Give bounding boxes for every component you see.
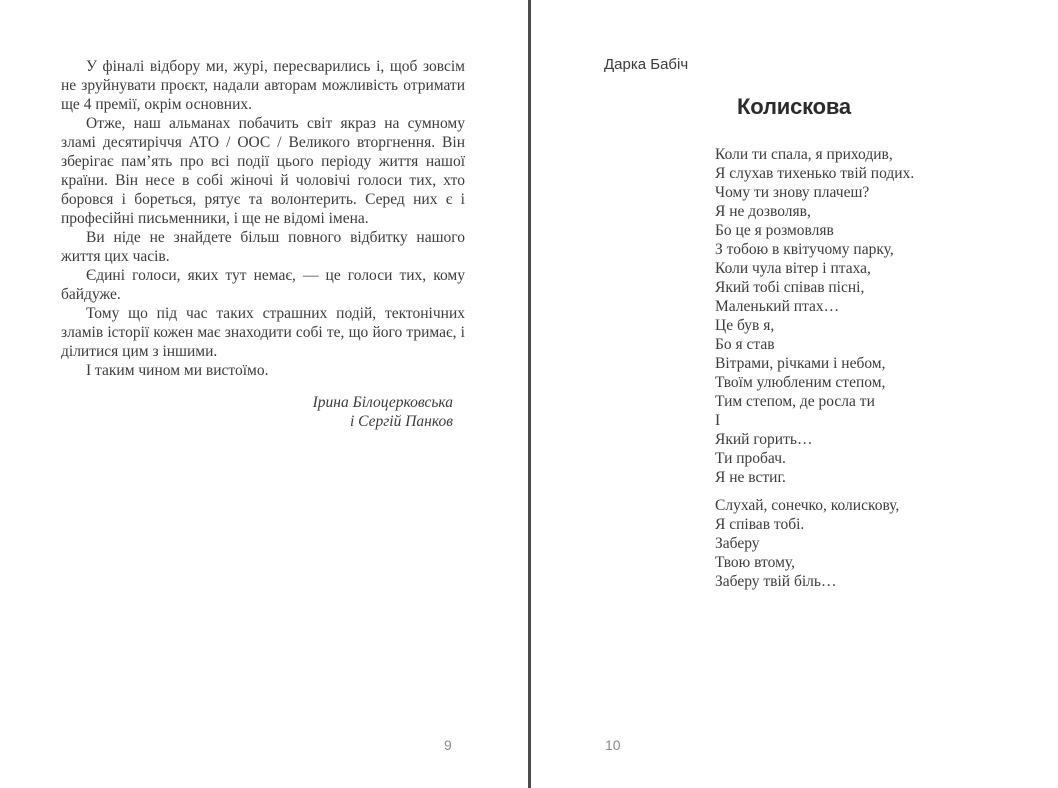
- poem-line: Заберу: [715, 535, 760, 552]
- preface-paragraph: І таким чином ми вистоїмо.: [86, 362, 269, 379]
- preface-text: [61, 57, 465, 431]
- signature-block: [61, 393, 465, 431]
- poem-line: Який горить…: [715, 431, 813, 448]
- poem-line: І: [715, 412, 721, 429]
- page-number-right: 10: [605, 737, 621, 753]
- poem-line: Який тобі співав пісні,: [715, 279, 865, 296]
- poem-line: Ти пробач.: [715, 450, 786, 467]
- poem-line: Чому ти знову плачеш?: [715, 184, 870, 201]
- poem-line: Вітрами, річками і небом,: [715, 355, 886, 372]
- preface-paragraph: У фіналі відбору ми, журі, пересварились і, щоб зовсім не зруйнувати проєкт, надали авторам можливість отримати ще 4 премії, окрім основних.: [61, 58, 465, 113]
- poem-line: Маленький птах…: [715, 298, 840, 315]
- poem-line: Це був я,: [715, 317, 775, 334]
- preface-paragraph: Ви ніде не знайдете більш повного відбитку нашого життя цих часів.: [61, 229, 465, 265]
- poem-line: З тобою в квітучому парку,: [715, 241, 894, 258]
- poem-stanza: [715, 496, 914, 591]
- page-number-left: 9: [444, 737, 452, 753]
- preface-paragraph: Єдині голоси, яких тут немає, — це голоси тих, кому байдуже.: [61, 267, 465, 303]
- preface-paragraph: Отже, наш альманах побачить світ якраз на сумному зламі десятиріччя АТО / ООС / Великого вторгнення. Він зберігає пам’ять про всі події цього періоду життя нашої країни. Він несе в собі жіночі й чоловічі голоси тих, хто боровся і бореться, рятує та волонтерить. Серед них є і професійні письменники, і ще не відомі імена.: [61, 115, 465, 227]
- poem-line: Слухай, сонечко, колискову,: [715, 497, 900, 514]
- poem-line: Твоїм улюбленим степом,: [715, 374, 886, 391]
- poem-line: Я співав тобі.: [715, 516, 805, 533]
- poem-body: [715, 145, 914, 600]
- poem-line: Твою втому,: [715, 554, 795, 571]
- poem-line: Я не дозволяв,: [715, 203, 811, 220]
- signature-line: Ірина Білоцерковська: [312, 394, 453, 411]
- poem-line: Бо це я розмовляв: [715, 222, 834, 239]
- poem-stanza: [715, 145, 914, 487]
- poem-line: Я не встиг.: [715, 469, 786, 486]
- preface-paragraph: Тому що під час таких страшних подій, тектонічних зламів історії кожен має знаходити собі те, що його тримає, і ділитися цим з іншими.: [61, 305, 465, 360]
- poem-line: Коли чула вітер і птаха,: [715, 260, 871, 277]
- poem-line: Коли ти спала, я приходив,: [715, 146, 893, 163]
- poem-line: Я слухав тихенько твій подих.: [715, 165, 915, 182]
- poem-line: Бо я став: [715, 336, 775, 353]
- poem-author: Дарка Бабіч: [604, 56, 689, 73]
- signature-line: і Сергій Панков: [349, 413, 453, 430]
- poem-line: Тим степом, де росла ти: [715, 393, 875, 410]
- poem-title: Колискова: [737, 94, 851, 119]
- poem-line: Заберу твій біль…: [715, 573, 837, 590]
